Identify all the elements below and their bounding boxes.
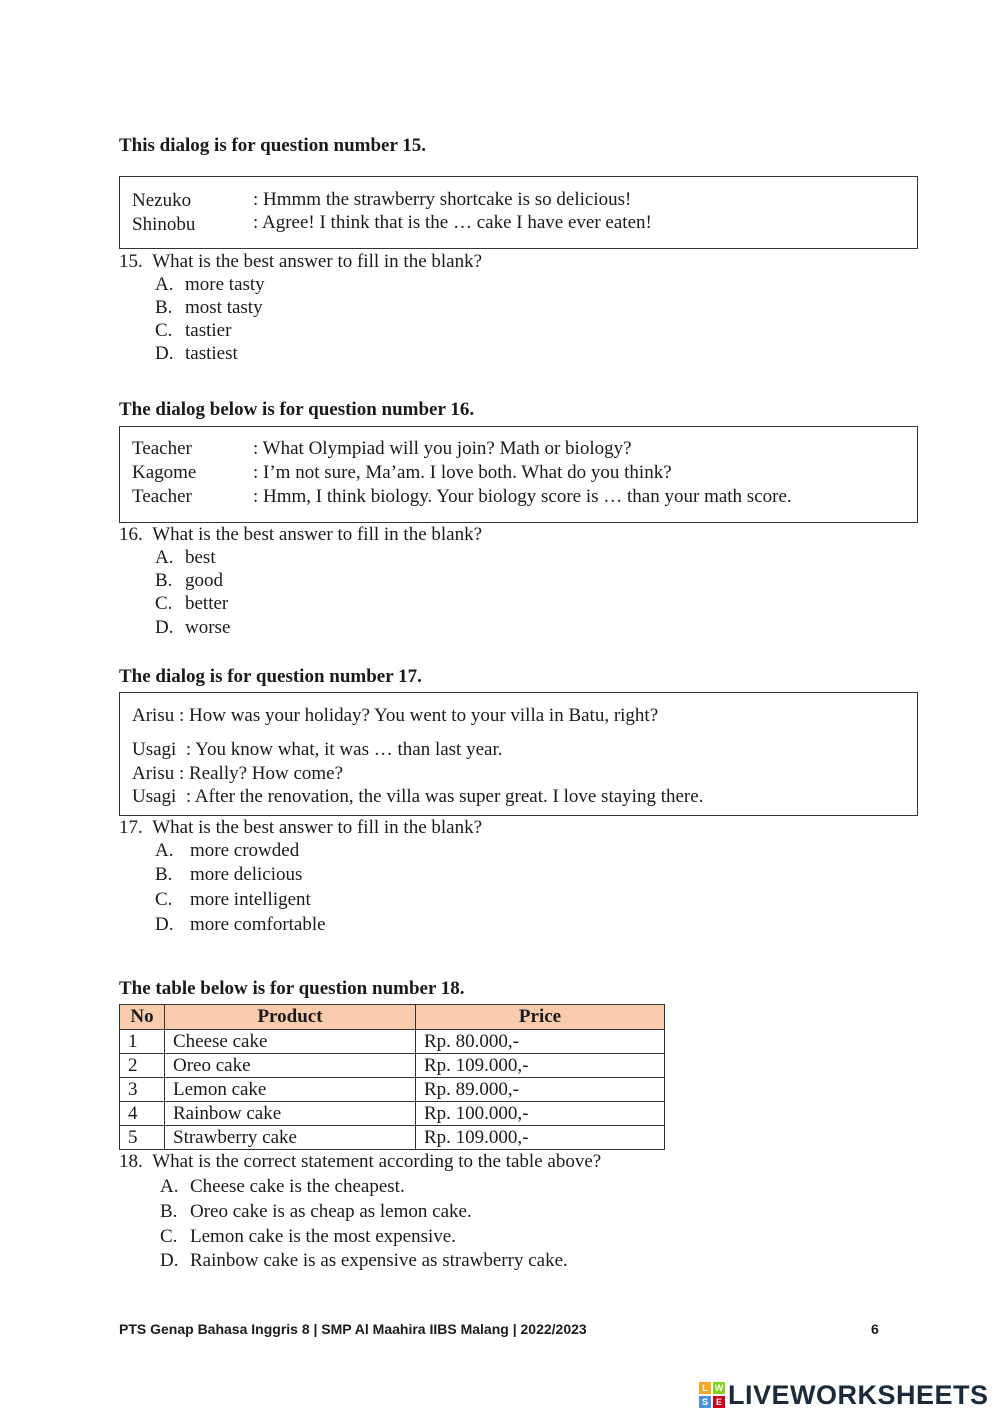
question-number: 18.	[119, 1151, 143, 1172]
logo-mark-tile: W	[714, 1383, 724, 1393]
table-row	[120, 1054, 665, 1078]
dialog-line: : Agree! I think that is the … cake I have ever eaten!	[253, 212, 652, 233]
q15-question	[119, 251, 482, 273]
question-number: 15.	[119, 251, 143, 272]
table-cell: 3	[120, 1078, 165, 1102]
table-cell: Rp. 100.000,-	[416, 1102, 665, 1126]
q17-question	[119, 817, 482, 839]
q18-option-a: A. Cheese cake is the cheapest.	[160, 1176, 405, 1197]
table-cell: Rp. 109.000,-	[416, 1126, 665, 1150]
dialog-speaker: Teacher	[132, 438, 192, 459]
dialog-line: : Hmmm the strawberry shortcake is so delicious!	[253, 189, 632, 210]
table-header-row	[120, 1005, 665, 1030]
table-row	[120, 1126, 665, 1150]
dialog-speaker: Nezuko	[132, 190, 192, 211]
table-cell: 5	[120, 1126, 165, 1150]
q15-dialog-box	[119, 176, 918, 249]
q16-option-a: A. best	[155, 547, 216, 568]
q17-option-a: A. more crowded	[155, 840, 300, 861]
column-header: Product	[165, 1005, 416, 1030]
column-header: No	[120, 1005, 165, 1030]
logo-mark-tile: L	[699, 1382, 711, 1394]
table-row	[120, 1078, 665, 1102]
table-cell: Oreo cake	[165, 1054, 416, 1078]
question-text: What is the best answer to fill in the blank?	[152, 817, 483, 838]
table-cell: 2	[120, 1054, 165, 1078]
question-text: What is the correct statement according to the table above?	[152, 1151, 602, 1172]
dialog-speaker: Kagome	[132, 462, 197, 483]
q15-option-c: C. tastier	[155, 320, 232, 341]
q17-heading: The dialog is for question number 17.	[119, 666, 422, 687]
q16-option-c: C. better	[155, 593, 229, 614]
table-cell: Cheese cake	[165, 1030, 416, 1054]
page-number: 6	[871, 1321, 879, 1337]
q18-option-b: B. Oreo cake is as cheap as lemon cake.	[160, 1201, 472, 1222]
table-cell: 4	[120, 1102, 165, 1126]
table-cell: Rp. 89.000,-	[416, 1078, 665, 1102]
logo-text: LIVEWORKSHEETS	[728, 1379, 989, 1410]
dialog-speaker: Shinobu	[132, 214, 196, 235]
q17-option-c: C. more intelligent	[155, 889, 311, 910]
liveworksheets-logo[interactable]	[699, 1378, 989, 1412]
logo-mark-tile: S	[699, 1396, 711, 1408]
dialog-line: : I’m not sure, Ma’am. I love both. What do you think?	[253, 462, 672, 483]
logo-mark-tile: E	[713, 1396, 725, 1408]
table-cell: Rp. 80.000,-	[416, 1030, 665, 1054]
q18-heading: The table below is for question number 18.	[119, 978, 465, 999]
q18-question	[119, 1151, 601, 1173]
q16-option-d: D. worse	[155, 617, 231, 638]
dialog-line: Arisu : Really? How come?	[132, 763, 344, 784]
q16-question	[119, 524, 482, 546]
dialog-line: Arisu : How was your holiday? You went to your villa in Batu, right?	[132, 705, 659, 726]
price-table	[119, 1004, 665, 1150]
q17-option-d: D. more comfortable	[155, 914, 326, 935]
q16-option-b: B. good	[155, 570, 223, 591]
dialog-speaker: Teacher	[132, 486, 192, 507]
column-header: Price	[416, 1005, 665, 1030]
table-cell: Lemon cake	[165, 1078, 416, 1102]
table-row	[120, 1102, 665, 1126]
dialog-line: : What Olympiad will you join? Math or biology?	[253, 438, 632, 459]
dialog-line: : Hmm, I think biology. Your biology score is … than your math score.	[253, 486, 792, 507]
table-cell: Rp. 109.000,-	[416, 1054, 665, 1078]
q15-heading: This dialog is for question number 15.	[119, 135, 427, 156]
q18-option-d: D. Rainbow cake is as expensive as strawberry cake.	[160, 1250, 568, 1271]
q15-option-d: D. tastiest	[155, 343, 238, 364]
page-footer: PTS Genap Bahasa Inggris 8 | SMP Al Maahira IIBS Malang | 2022/2023	[119, 1321, 587, 1337]
table-cell: Strawberry cake	[165, 1126, 416, 1150]
q16-heading: The dialog below is for question number 16.	[119, 399, 475, 420]
question-number: 17.	[119, 817, 143, 838]
q15-option-a: A. more tasty	[155, 274, 265, 295]
q17-dialog-box	[119, 692, 918, 816]
table-cell: 1	[120, 1030, 165, 1054]
q15-option-b: B. most tasty	[155, 297, 263, 318]
dialog-line: Usagi : You know what, it was … than last year.	[132, 739, 503, 760]
q17-option-b: B. more delicious	[155, 864, 303, 885]
dialog-line: Usagi : After the renovation, the villa was super great. I love staying there.	[132, 786, 704, 807]
question-text: What is the best answer to fill in the blank?	[152, 251, 483, 272]
table-row	[120, 1030, 665, 1054]
q18-option-c: C. Lemon cake is the most expensive.	[160, 1226, 456, 1247]
table-cell: Rainbow cake	[165, 1102, 416, 1126]
q16-dialog-box	[119, 426, 918, 523]
question-number: 16.	[119, 524, 143, 545]
logo-mark-icon	[699, 1382, 725, 1408]
question-text: What is the best answer to fill in the blank?	[152, 524, 483, 545]
